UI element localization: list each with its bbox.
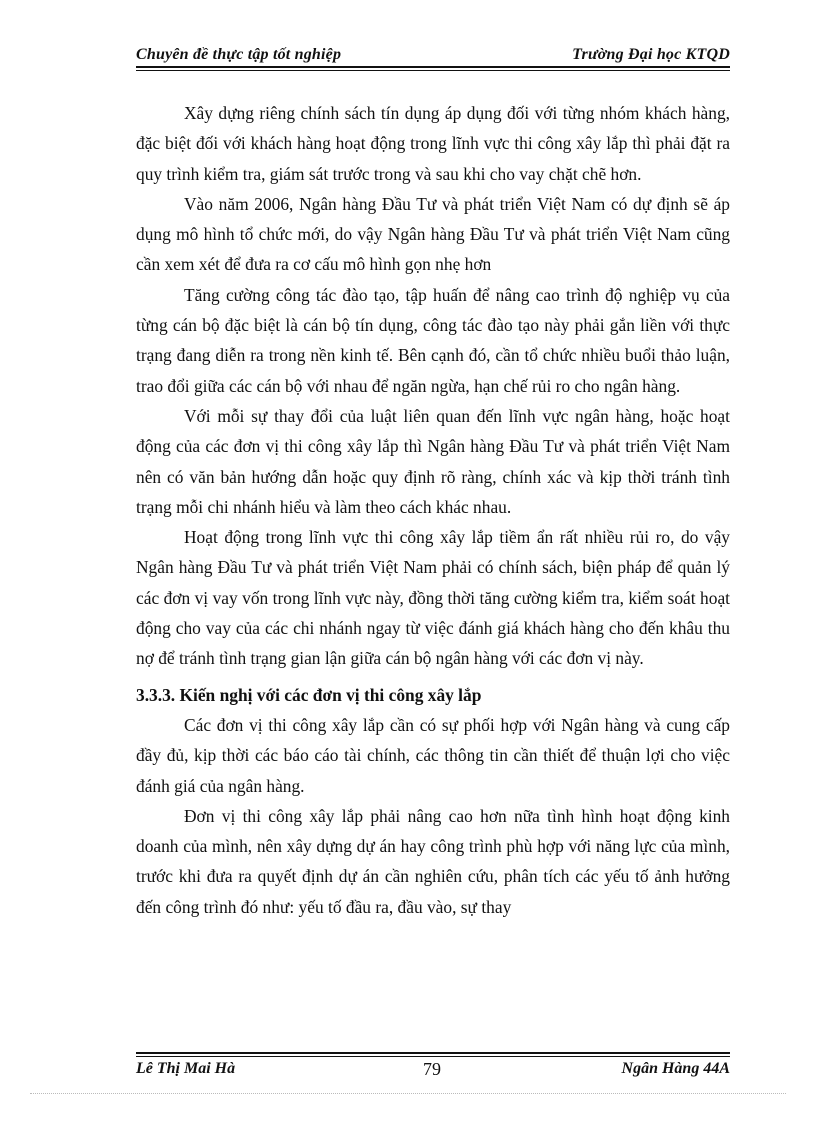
page-footer bbox=[136, 1052, 730, 1082]
paragraph: Xây dựng riêng chính sách tín dụng áp dụng đối với từng nhóm khách hàng, đặc biệt đối với khách hàng hoạt động trong lĩnh vực thi công xây lắp thì phải đặt ra quy trình kiểm tra, giám sát trước trong và sau khi cho vay chặt chẽ hơn. bbox=[136, 103, 730, 184]
paragraph: Với mỗi sự thay đổi của luật liên quan đến lĩnh vực ngân hàng, hoặc hoạt động của các đơn vị thi công xây lắp thì Ngân hàng Đầu Tư và phát triển Việt Nam nên có văn bản hướng dẫn hoặc quy định rõ ràng, chính xác và kịp thời tránh tình trạng mỗi chi nhánh hiểu và làm theo cách khác nhau. bbox=[136, 405, 730, 517]
footer-rule-thick bbox=[136, 1052, 730, 1054]
section-heading: 3.3.3. Kiến nghị với các đơn vị thi công xây lắp bbox=[136, 684, 482, 705]
document-body bbox=[136, 98, 730, 922]
footer-author: Lê Thị Mai Hà bbox=[136, 1060, 236, 1077]
header-left-title: Chuyên đề thực tập tốt nghiệp bbox=[136, 46, 342, 63]
page-number: 79 bbox=[423, 1059, 441, 1079]
footer-class: Ngân Hàng 44A bbox=[621, 1060, 730, 1077]
footer-rule-thin bbox=[136, 1056, 730, 1057]
header-rule-thin bbox=[136, 70, 730, 71]
paragraph: Các đơn vị thi công xây lắp cần có sự phối hợp với Ngân hàng và cung cấp đầy đủ, kịp thời các báo cáo tài chính, các thông tin cần thiết để thuận lợi cho việc đánh giá của ngân hàng. bbox=[136, 714, 730, 796]
header-rule-thick bbox=[136, 66, 730, 68]
header-right-title: Trường Đại học KTQD bbox=[572, 46, 730, 63]
paragraph: Vào năm 2006, Ngân hàng Đầu Tư và phát triển Việt Nam có dự định sẽ áp dụng mô hình tổ chức mới, do vậy Ngân hàng Đầu Tư và phát triển Việt Nam cũng cần xem xét để đưa ra cơ cấu mô hình gọn nhẹ hơn bbox=[136, 193, 730, 275]
paragraph: Tăng cường công tác đào tạo, tập huấn để nâng cao trình độ nghiệp vụ của từng cán bộ đặc biệt là cán bộ tín dụng, công tác đào tạo này phải gắn liền với thực trạng đang diễn ra trong nền kinh tế. Bên cạnh đó, cần tổ chức nhiều buổi thảo luận, trao đổi giữa các cán bộ với nhau để ngăn ngừa, hạn chế rủi ro cho ngân hàng. bbox=[136, 284, 730, 396]
page-edge-divider bbox=[30, 1093, 786, 1094]
paragraph: Hoạt động trong lĩnh vực thi công xây lắp tiềm ẩn rất nhiều rủi ro, do vậy Ngân hàng Đầu Tư và phát triển Việt Nam phải có chính sách, biện pháp để quản lý các đơn vị vay vốn trong lĩnh vực này, đồng thời tăng cường kiểm tra, kiểm soát hoạt động cho vay của các chi nhánh ngay từ việc đánh giá khách hàng cho đến khâu thu nợ để tránh tình trạng gian lận giữa cán bộ ngân hàng với các đơn vị này. bbox=[136, 527, 730, 669]
page-header bbox=[136, 44, 730, 66]
paragraph: Đơn vị thi công xây lắp phải nâng cao hơn nữa tình hình hoạt động kinh doanh của mình, nên xây dựng dự án hay công trình phù hợp với năng lực của mình, trước khi đưa ra quyết định dự án cần nghiên cứu, phân tích các yếu tố ảnh hưởng đến công trình đó như: yếu tố đầu ra, đầu vào, sự thay bbox=[136, 805, 730, 917]
